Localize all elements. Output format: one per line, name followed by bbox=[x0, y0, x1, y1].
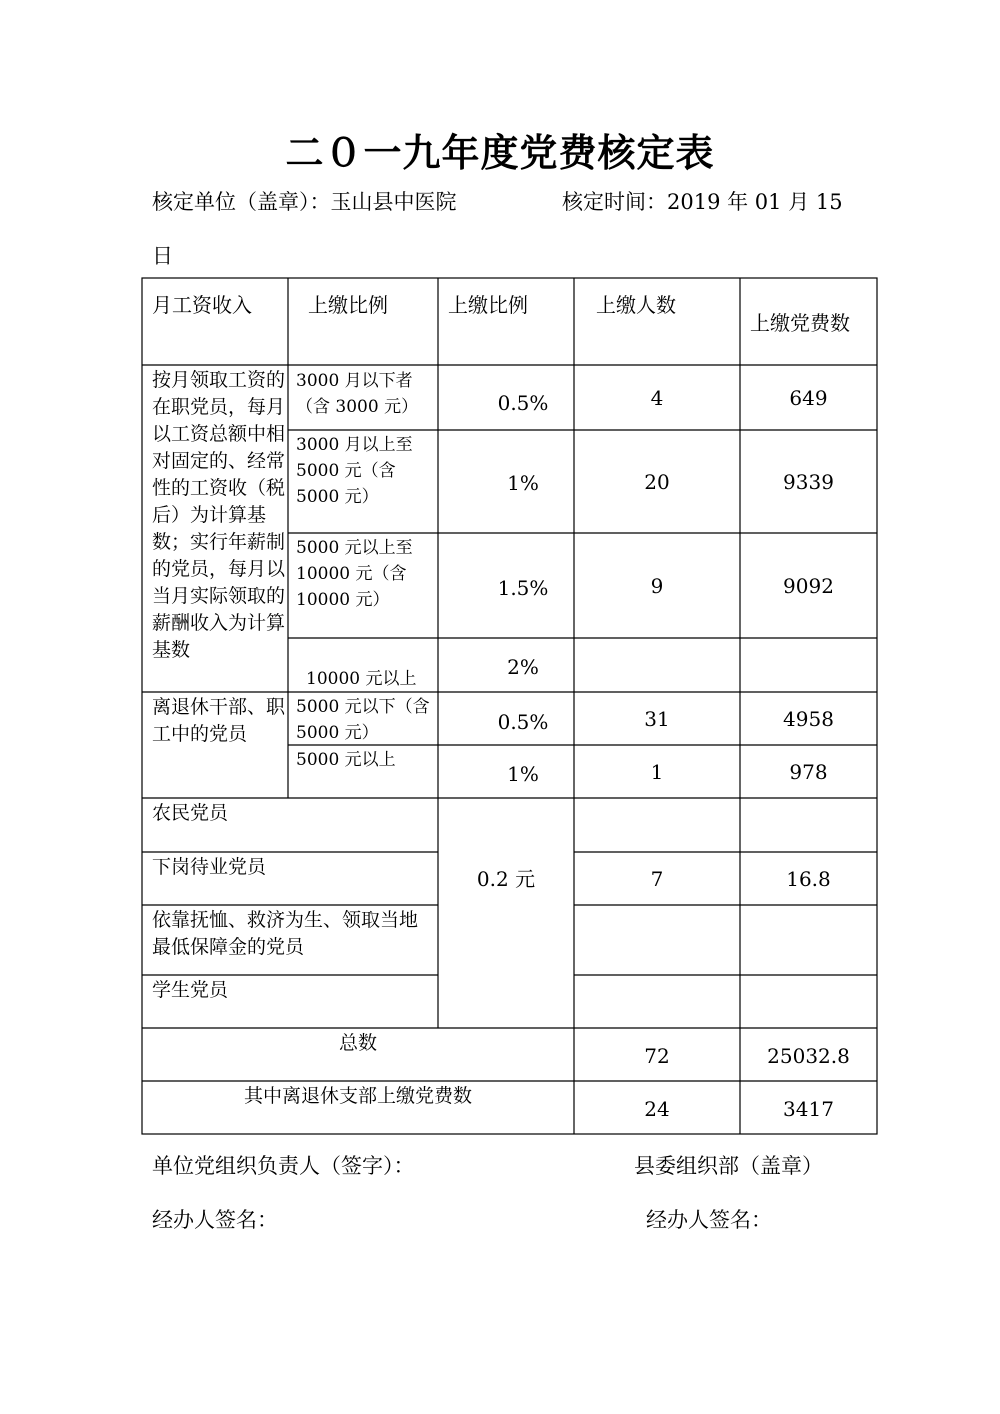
rate-row3: 1.5% bbox=[497, 576, 549, 600]
farmer-members: 农民党员 bbox=[152, 802, 229, 824]
time-value: 2019 年 01 月 15 bbox=[667, 190, 843, 214]
handler-signature-right: 经办人签名： bbox=[646, 1208, 772, 1232]
header-monthly-income: 月工资收入 bbox=[152, 293, 252, 317]
relief-members: 依靠抚恤、救济为生、领取当地最低保障金的党员 bbox=[152, 909, 419, 958]
rate-row5: 0.5% bbox=[497, 710, 549, 734]
fee-row3: 9092 bbox=[783, 574, 834, 598]
time-label: 核定时间： bbox=[562, 190, 667, 214]
handler-signature-left: 经办人签名： bbox=[152, 1208, 278, 1232]
flat-rate: 0.2 元 bbox=[476, 867, 536, 891]
count-row3: 9 bbox=[650, 574, 664, 598]
retired-branch-label: 其中离退休支部上缴党费数 bbox=[243, 1085, 472, 1107]
fee-row1: 649 bbox=[789, 386, 828, 410]
unit-label: 核定单位（盖章）： bbox=[152, 190, 331, 214]
total-count: 72 bbox=[644, 1044, 670, 1068]
rate-row2: 1% bbox=[507, 471, 539, 495]
header-member-count: 上缴人数 bbox=[596, 293, 676, 317]
student-members: 学生党员 bbox=[152, 979, 229, 1001]
count-row1: 4 bbox=[650, 386, 664, 410]
income-range-row1: 3000 月以下者（含 3000 元） bbox=[296, 371, 419, 417]
income-range-row4: 10000 元以上 bbox=[306, 669, 417, 689]
leader-signature-label: 单位党组织负责人（签字）： bbox=[152, 1154, 415, 1178]
county-seal-label: 县委组织部（盖章） bbox=[634, 1154, 823, 1178]
page-title: 二０一九年度党费核定表 bbox=[285, 130, 715, 175]
income-range-row5: 5000 元以下（含 5000 元） bbox=[296, 697, 430, 743]
income-range-row6: 5000 元以上 bbox=[296, 750, 396, 770]
active-members-description: 按月领取工资的在职党员，每月以工资总额中相对固定的、经常性的工资收（税后）为计算基数；实行年薪制的党员，每月以当月实际领取的薪酬收入为计算基数 bbox=[152, 369, 286, 661]
count-row2: 20 bbox=[644, 470, 670, 494]
retired-branch-fee: 3417 bbox=[783, 1097, 834, 1121]
income-range-row2: 3000 月以上至 5000 元（含 5000 元） bbox=[296, 435, 413, 507]
header-fee-amount: 上缴党费数 bbox=[750, 311, 850, 335]
retired-members-description: 离退休干部、职工中的党员 bbox=[152, 696, 286, 745]
rate-row4: 2% bbox=[507, 655, 539, 679]
total-label: 总数 bbox=[338, 1032, 377, 1054]
income-range-row3: 5000 元以上至 10000 元（含 10000 元） bbox=[296, 538, 413, 610]
count-laid-off: 7 bbox=[650, 867, 664, 891]
unit-value: 玉山县中医院 bbox=[330, 190, 457, 214]
rate-row6: 1% bbox=[507, 762, 539, 786]
rate-row1: 0.5% bbox=[497, 391, 549, 415]
header-rate-2: 上缴比例 bbox=[448, 293, 528, 317]
fee-laid-off: 16.8 bbox=[786, 867, 831, 891]
count-row5: 31 bbox=[644, 707, 670, 731]
total-fee: 25032.8 bbox=[767, 1044, 850, 1068]
retired-branch-count: 24 bbox=[644, 1097, 670, 1121]
fee-row5: 4958 bbox=[783, 707, 834, 731]
count-row6: 1 bbox=[650, 760, 664, 784]
laid-off-members: 下岗待业党员 bbox=[152, 856, 267, 878]
fee-row2: 9339 bbox=[783, 470, 834, 494]
header-rate-1: 上缴比例 bbox=[308, 293, 388, 317]
time-wrap: 日 bbox=[152, 244, 173, 268]
fee-row6: 978 bbox=[789, 760, 828, 784]
